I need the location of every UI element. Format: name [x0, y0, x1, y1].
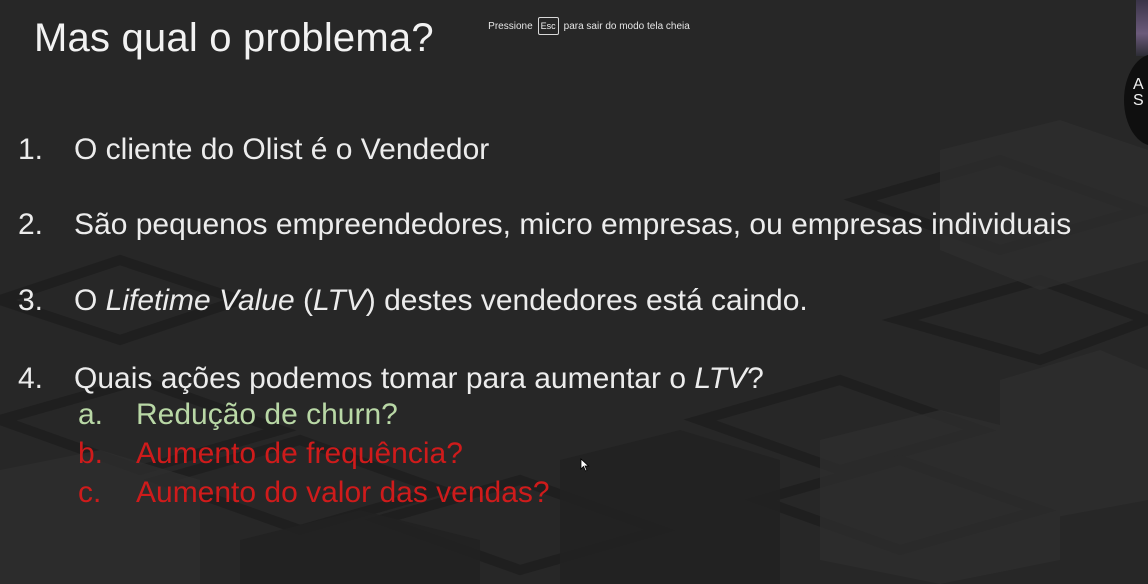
list-number: 4. [18, 362, 44, 395]
list-item-4 [18, 362, 764, 396]
sub-text: Aumento de frequência? [136, 437, 463, 470]
list-number: 2. [18, 208, 44, 241]
sub-number: b. [78, 437, 104, 470]
list-number: 3. [18, 284, 44, 317]
list-text: São pequenos empreendedores, micro empresas, ou empresas individuais [74, 208, 1072, 241]
overlay-initial-2: S [1133, 92, 1144, 109]
list-item-3 [18, 284, 808, 318]
list-number: 1. [18, 133, 44, 166]
list-text-post: ? [747, 362, 764, 395]
list-text-mid: ( [294, 284, 313, 317]
window-edge-strip [1136, 0, 1148, 56]
toast-text-after: para sair do modo tela cheia [563, 20, 690, 32]
slide-title: Mas qual o problema? [34, 16, 434, 60]
sub-text: Redução de churn? [136, 398, 398, 431]
overlay-initial-1: A [1133, 76, 1144, 93]
sub-number: c. [78, 476, 102, 509]
sub-item-a [78, 398, 398, 432]
toast-text-before: Pressione [488, 20, 533, 32]
sub-number: a. [78, 398, 104, 431]
sub-item-c [78, 476, 550, 510]
list-text: O cliente do Olist é o Vendedor [74, 133, 490, 166]
sub-item-b [78, 437, 463, 471]
fullscreen-exit-toast [462, 10, 716, 42]
esc-key-hint: Esc [538, 17, 559, 35]
list-text-pre: O [74, 284, 106, 317]
list-item-2 [18, 208, 1071, 242]
ltv-term: LTV [313, 284, 366, 317]
list-item-1 [18, 133, 489, 167]
ltv-term: LTV [694, 362, 748, 395]
list-text-post: ) destes vendedores está caindo. [365, 284, 808, 317]
sub-text: Aumento do valor das vendas? [136, 476, 550, 509]
list-text-pre: Quais ações podemos tomar para aumentar o [74, 362, 695, 395]
mouse-cursor-icon [580, 458, 590, 472]
lifetime-value-term: Lifetime Value [105, 284, 295, 317]
